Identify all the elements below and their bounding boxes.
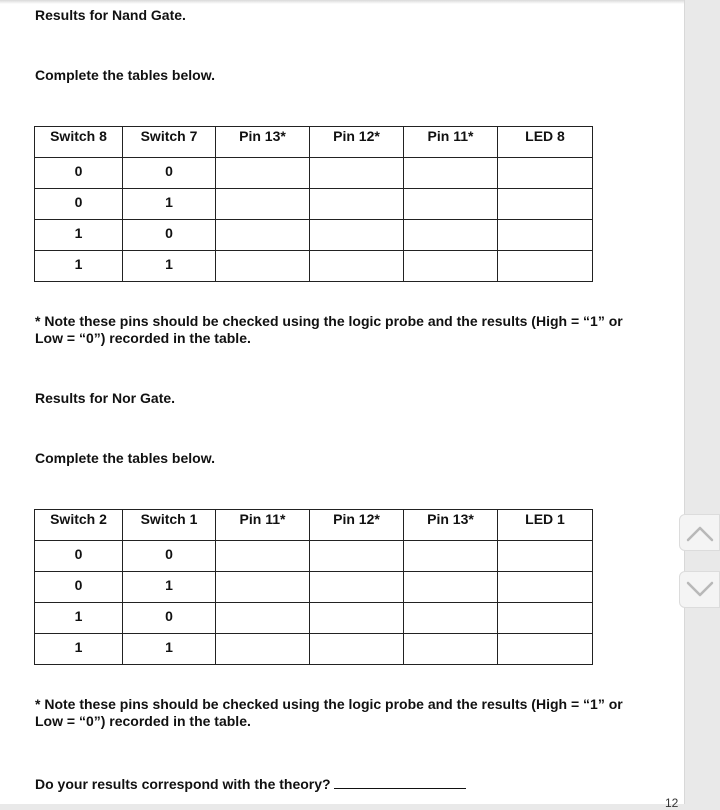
empty-cell[interactable]: [404, 603, 498, 634]
table-row: [35, 220, 593, 251]
answer-blank[interactable]: [334, 774, 466, 789]
table-row: [35, 158, 593, 189]
table-row: [35, 189, 593, 220]
note-line-1: * Note these pins should be checked using the logic probe and the results (High = “1” or: [35, 313, 623, 329]
empty-cell[interactable]: [404, 220, 498, 251]
nor-instruction: Complete the tables below.: [35, 450, 215, 466]
empty-cell[interactable]: [216, 603, 310, 634]
empty-cell[interactable]: [404, 158, 498, 189]
table-cell: 1: [123, 634, 216, 665]
empty-cell[interactable]: [310, 220, 404, 251]
table-cell: 1: [35, 634, 123, 665]
table-cell: 1: [123, 189, 216, 220]
nand-note: [35, 313, 685, 347]
empty-cell[interactable]: [310, 189, 404, 220]
table-cell: 0: [123, 541, 216, 572]
next-page-button[interactable]: [679, 571, 720, 608]
empty-cell[interactable]: [404, 572, 498, 603]
table-header-row: [35, 510, 593, 541]
nor-results-table: [34, 509, 593, 665]
table-row: [35, 251, 593, 282]
column-header: Pin 12*: [310, 510, 404, 541]
empty-cell[interactable]: [310, 251, 404, 282]
column-header: Switch 8: [35, 127, 123, 158]
note-line-2: Low = “0”) recorded in the table.: [35, 330, 251, 346]
empty-cell[interactable]: [310, 603, 404, 634]
empty-cell[interactable]: [216, 220, 310, 251]
table-row: [35, 572, 593, 603]
column-header: Switch 1: [123, 510, 216, 541]
table-cell: 0: [123, 220, 216, 251]
nor-note: [35, 696, 685, 730]
empty-cell[interactable]: [498, 572, 593, 603]
page-number: 12: [665, 796, 679, 810]
nand-instruction: Complete the tables below.: [35, 67, 215, 83]
note-line-1: * Note these pins should be checked using the logic probe and the results (High = “1” or: [35, 696, 623, 712]
empty-cell[interactable]: [498, 251, 593, 282]
previous-page-button[interactable]: [679, 514, 720, 551]
empty-cell[interactable]: [498, 189, 593, 220]
table-cell: 1: [123, 251, 216, 282]
table-row: [35, 634, 593, 665]
column-header: Pin 13*: [216, 127, 310, 158]
empty-cell[interactable]: [498, 158, 593, 189]
empty-cell[interactable]: [310, 158, 404, 189]
table-cell: 0: [35, 158, 123, 189]
empty-cell[interactable]: [216, 634, 310, 665]
empty-cell[interactable]: [404, 541, 498, 572]
table-cell: 0: [35, 541, 123, 572]
table-cell: 1: [35, 603, 123, 634]
table-row: [35, 603, 593, 634]
nand-section-title: Results for Nand Gate.: [35, 7, 186, 23]
nand-results-table: [34, 126, 593, 282]
chevron-down-icon: [686, 581, 714, 599]
empty-cell[interactable]: [310, 572, 404, 603]
question-text: Do your results correspond with the theory?: [35, 776, 331, 792]
empty-cell[interactable]: [498, 603, 593, 634]
theory-question: [35, 774, 466, 793]
column-header: Switch 2: [35, 510, 123, 541]
empty-cell[interactable]: [310, 634, 404, 665]
empty-cell[interactable]: [216, 572, 310, 603]
column-header: Pin 13*: [404, 510, 498, 541]
column-header: Switch 7: [123, 127, 216, 158]
table-cell: 0: [123, 603, 216, 634]
empty-cell[interactable]: [404, 634, 498, 665]
table-cell: 1: [35, 251, 123, 282]
chevron-up-icon: [686, 524, 714, 542]
table-cell: 0: [35, 572, 123, 603]
page-top-shadow: [0, 0, 684, 4]
table-header-row: [35, 127, 593, 158]
empty-cell[interactable]: [216, 541, 310, 572]
empty-cell[interactable]: [216, 158, 310, 189]
table-cell: 1: [123, 572, 216, 603]
empty-cell[interactable]: [216, 189, 310, 220]
empty-cell[interactable]: [310, 541, 404, 572]
nor-section-title: Results for Nor Gate.: [35, 390, 176, 406]
column-header: LED 1: [498, 510, 593, 541]
empty-cell[interactable]: [404, 189, 498, 220]
column-header: Pin 11*: [404, 127, 498, 158]
table-row: [35, 541, 593, 572]
table-cell: 1: [35, 220, 123, 251]
note-line-2: Low = “0”) recorded in the table.: [35, 713, 251, 729]
column-header: LED 8: [498, 127, 593, 158]
table-cell: 0: [35, 189, 123, 220]
empty-cell[interactable]: [404, 251, 498, 282]
column-header: Pin 11*: [216, 510, 310, 541]
column-header: Pin 12*: [310, 127, 404, 158]
empty-cell[interactable]: [498, 220, 593, 251]
empty-cell[interactable]: [216, 251, 310, 282]
empty-cell[interactable]: [498, 541, 593, 572]
empty-cell[interactable]: [498, 634, 593, 665]
table-cell: 0: [123, 158, 216, 189]
